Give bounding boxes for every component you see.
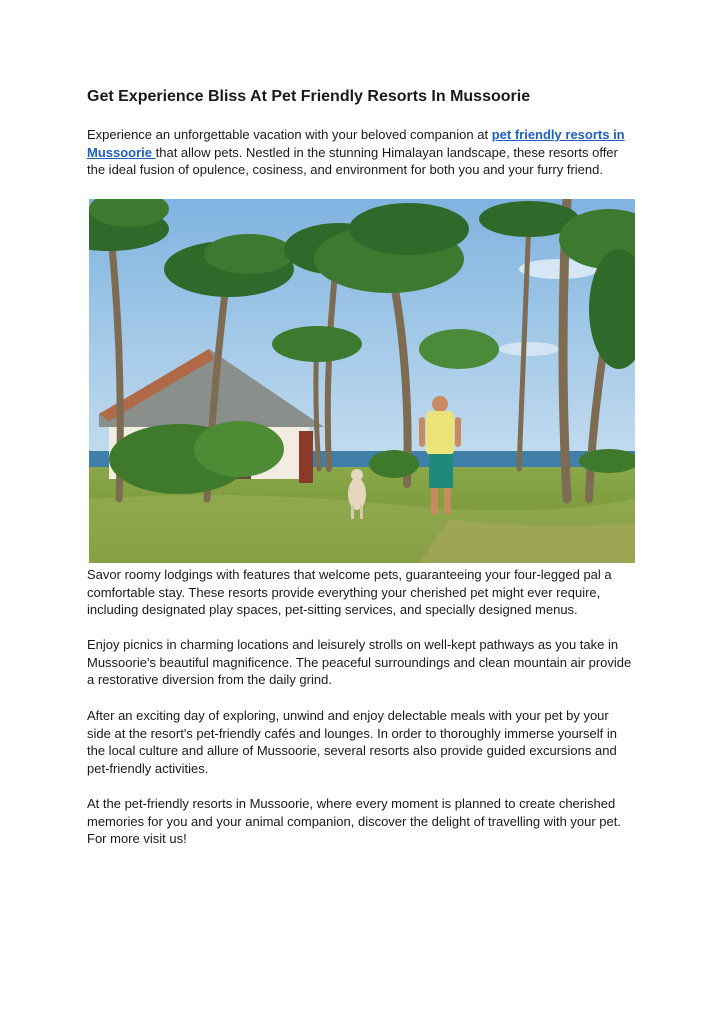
paragraph-picnics: Enjoy picnics in charming locations and leisurely strolls on well-kept pathways as you take in Mussoorie's beautiful magnificence. The peaceful surroundings and clean mountain air provide a restorative diversion from the daily grind.	[87, 637, 632, 688]
paragraph-lodgings: Savor roomy lodgings with features that welcome pets, guaranteeing your four-legged pal a comfortable stay. These resorts provide everything your cherished pet might ever require, including designated play spaces, pet-sitting services, and specially designed menus.	[87, 567, 612, 618]
intro-text-after-link: that allow pets. Nestled in the stunning Himalayan landscape, these resorts offer the ideal fusion of opulence, cosiness, and environment for both you and your furry friend.	[87, 144, 618, 178]
paragraph-dining: After an exciting day of exploring, unwind and enjoy delectable meals with your pet by your side at the resort's pet-friendly cafés and lounges. In order to thoroughly immerse yourself in the local culture and allure of Mussoorie, several resorts also provide guided excursions and pet-friendly activities.	[87, 708, 617, 776]
page-title: Get Experience Bliss At Pet Friendly Resorts In Mussoorie	[87, 88, 531, 105]
pet-friendly-resorts-link[interactable]: pet friendly resorts in Mussoorie	[87, 127, 625, 160]
paragraph-conclusion: At the pet-friendly resorts in Mussoorie, where every moment is planned to create cherished memories for you and your animal companion, discover the delight of travelling with your pet. For more visit us!	[87, 796, 621, 847]
resort-photo	[89, 199, 635, 563]
intro-paragraph	[87, 126, 632, 179]
intro-text-before-link: Experience an unforgettable vacation with your beloved companion at	[87, 127, 492, 142]
